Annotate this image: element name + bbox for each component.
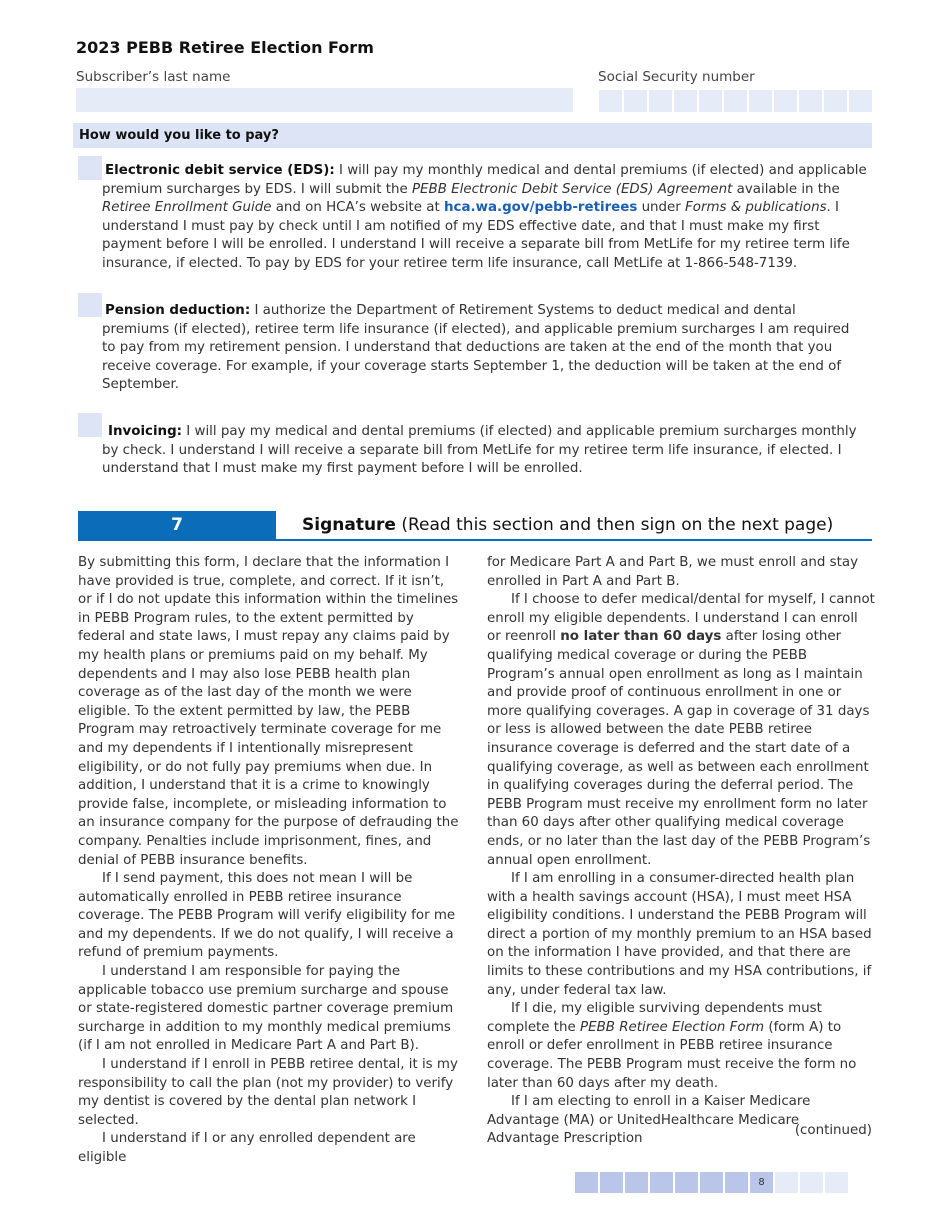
section-title: [302, 512, 833, 538]
retiree-guide-title: Retiree Enrollment Guide: [102, 200, 272, 216]
progress-segment: [775, 1172, 798, 1193]
ssn-box[interactable]: [799, 90, 822, 112]
ssn-label: Social Security number: [598, 69, 755, 85]
progress-segment: [800, 1172, 823, 1193]
eds-text: I will pay my monthly medical and dental premiums (if elected) and applicable premium surcharges by EDS. I will submit the: [102, 163, 867, 197]
eds-text: and on HCA’s website at: [271, 200, 444, 216]
progress-segment: [575, 1172, 598, 1193]
medicare-paragraph-end: for Medicare Part A and Part B, we must enroll and stay enrolled in Part A and Part B.: [487, 555, 858, 589]
invoicing-option-text: [102, 423, 874, 479]
section-divider: [78, 539, 872, 541]
medicare-paragraph-start: I understand if I or any enrolled dependent are eligible: [78, 1131, 416, 1165]
ssn-input[interactable]: [599, 90, 872, 112]
eds-text: . I understand I must pay by check until I am notified of my EDS effective date, and that I must make my first payment before I will be enrolled. I understand I will receive a separate bill from MetLife for my retiree term life insurance, if elected. To pay by EDS for your retiree term life insurance, call MetLife at 1-866-548-7139.: [102, 200, 850, 271]
invoicing-checkbox[interactable]: [78, 413, 102, 437]
last-name-input[interactable]: [76, 88, 573, 112]
survivor-text: If I die, my eligible surviving dependents must complete the: [487, 1001, 822, 1035]
dental-paragraph: I understand if I enroll in PEBB retiree dental, it is my responsibility to call the plan (not my provider) to verify my dentist is covered by the dental plan network I selected.: [78, 1057, 458, 1128]
ssn-box[interactable]: [699, 90, 722, 112]
ssn-box[interactable]: [624, 90, 647, 112]
continued-note: (continued): [794, 1123, 872, 1138]
payment-paragraph: If I send payment, this does not mean I will be automatically enrolled in PEBB retiree insurance coverage. The PEBB Program will verify eligibility for me and my dependents. If we do not qualify, I will receive a refund of premium payments.: [78, 871, 456, 961]
deadline-emphasis: no later than 60 days: [560, 629, 722, 645]
ssn-box[interactable]: [749, 90, 772, 112]
invoicing-label: Invoicing:: [108, 424, 183, 439]
progress-segment: [625, 1172, 648, 1193]
defer-text: If I choose to defer medical/dental for myself, I cannot enroll my eligible dependents. I understand I can enroll or reenroll: [487, 592, 875, 645]
progress-segment: [600, 1172, 623, 1193]
eds-checkbox[interactable]: [78, 156, 102, 180]
form-name: PEBB Retiree Election Form: [580, 1019, 765, 1035]
eds-text: available in the: [732, 181, 840, 197]
ssn-box[interactable]: [599, 90, 622, 112]
eds-label: Electronic debit service (EDS):: [105, 163, 335, 178]
progress-segment: [650, 1172, 673, 1193]
form-title: 2023 PEBB Retiree Election Form: [76, 38, 374, 57]
invoicing-text: I will pay my medical and dental premiums (if elected) and applicable premium surcharges monthly by check. I understand I will receive a separate bill from MetLife for my retiree term life insurance, if elected. I understand that I must make my first payment before I will be enrolled.: [102, 424, 857, 477]
page-progress-bar: [575, 1172, 848, 1193]
ssn-box[interactable]: [849, 90, 872, 112]
pension-option-text: [102, 302, 862, 395]
surcharge-paragraph: I understand I am responsible for paying the applicable tobacco use premium surcharge and spouse or state-registered domestic partner coverage premium surcharge in addition to my monthly medical premiums (if I am not enrolled in Medicare Part A and Part B).: [78, 964, 454, 1054]
page-number: 8: [750, 1172, 773, 1193]
last-name-label: Subscriber’s last name: [76, 69, 231, 85]
advantage-paragraph: If I am electing to enroll in a Kaiser Medicare Advantage (MA) or UnitedHealthcare Medicare Advantage Prescription: [487, 1094, 811, 1147]
declaration-paragraph: By submitting this form, I declare that the information I have provided is true, complete, and correct. If it isn’t, or if I do not update this information within the timelines in PEBB Program rules, to the extent permitted by federal and state laws, I must repay any claims paid by my health plans or premiums paid on my behalf. My dependents and I may also lose PEBB health plan coverage as of the last day of the month we were eligible. To the extent permitted by law, the PEBB Program may retroactively terminate coverage for me and my dependents if I intentionally misrepresent eligibility, or do not fully pay premiums when due. In addition, I understand that it is a crime to knowingly provide false, incomplete, or misleading information to an insurance company for the purpose of defrauding the company. Penalties include imprisonment, fines, and denial of PEBB insurance benefits.: [78, 555, 459, 868]
section-number: 7: [78, 511, 276, 539]
hca-website-link[interactable]: hca.wa.gov/pebb-retirees: [444, 200, 638, 216]
defer-text: after losing other qualifying medical coverage or during the PEBB Program’s annual open enrollment as long as I maintain and provide proof of continuous enrollment in one or more qualifying coverages. A gap in coverage of 31 days or less is allowed between the date PEBB retiree insurance coverage is deferred and the start date of a qualifying coverage, as well as between each enrollment in qualifying coverages during the deferral period. The PEBB Program must receive my enrollment form no later than 60 days after other qualifying medical coverage ends, or no later than the last day of the PEBB Program’s annual open enrollment.: [487, 629, 871, 868]
ssn-box[interactable]: [824, 90, 847, 112]
ssn-box[interactable]: [649, 90, 672, 112]
defer-paragraph: [487, 591, 875, 870]
section-title-note: (Read this section and then sign on the next page): [395, 515, 834, 535]
right-column: [487, 554, 875, 1149]
eds-text: under: [637, 200, 686, 216]
progress-segment: [825, 1172, 848, 1193]
left-column: [78, 554, 460, 1168]
eds-agreement-title: PEBB Electronic Debit Service (EDS) Agreement: [411, 181, 733, 197]
pension-checkbox[interactable]: [78, 293, 102, 317]
ssn-box[interactable]: [674, 90, 697, 112]
forms-publications-title: Forms & publications: [685, 200, 827, 216]
survivor-paragraph: [487, 1000, 875, 1093]
pension-text: I authorize the Department of Retirement Systems to deduct medical and dental premiums (if elected), retiree term life insurance (if elected), and applicable premium surcharges I am required to pay from my retirement pension. I understand that deductions are taken at the end of the month that you receive coverage. For example, if your coverage starts September 1, the deduction will be taken at the end of September.: [102, 303, 850, 393]
progress-segment: [675, 1172, 698, 1193]
survivor-text: (form A) to enroll or defer enrollment in PEBB retiree insurance coverage. The PEBB Program must receive the form no later than 60 days after my death.: [487, 1019, 857, 1091]
payment-heading: How would you like to pay?: [73, 123, 872, 148]
hsa-paragraph: If I am enrolling in a consumer-directed health plan with a health savings account (HSA), I must meet HSA eligibility conditions. I understand the PEBB Program will direct a portion of my monthly premium to an HSA based on the information I have provided, and that there are limits to these contributions and my HSA contributions, if any, under federal tax law.: [487, 871, 872, 998]
eds-option-text: [102, 162, 872, 274]
progress-segment: [700, 1172, 723, 1193]
progress-segment: [725, 1172, 748, 1193]
ssn-box[interactable]: [774, 90, 797, 112]
ssn-box[interactable]: [724, 90, 747, 112]
pension-label: Pension deduction:: [105, 303, 251, 318]
section-title-main: Signature: [302, 515, 396, 535]
